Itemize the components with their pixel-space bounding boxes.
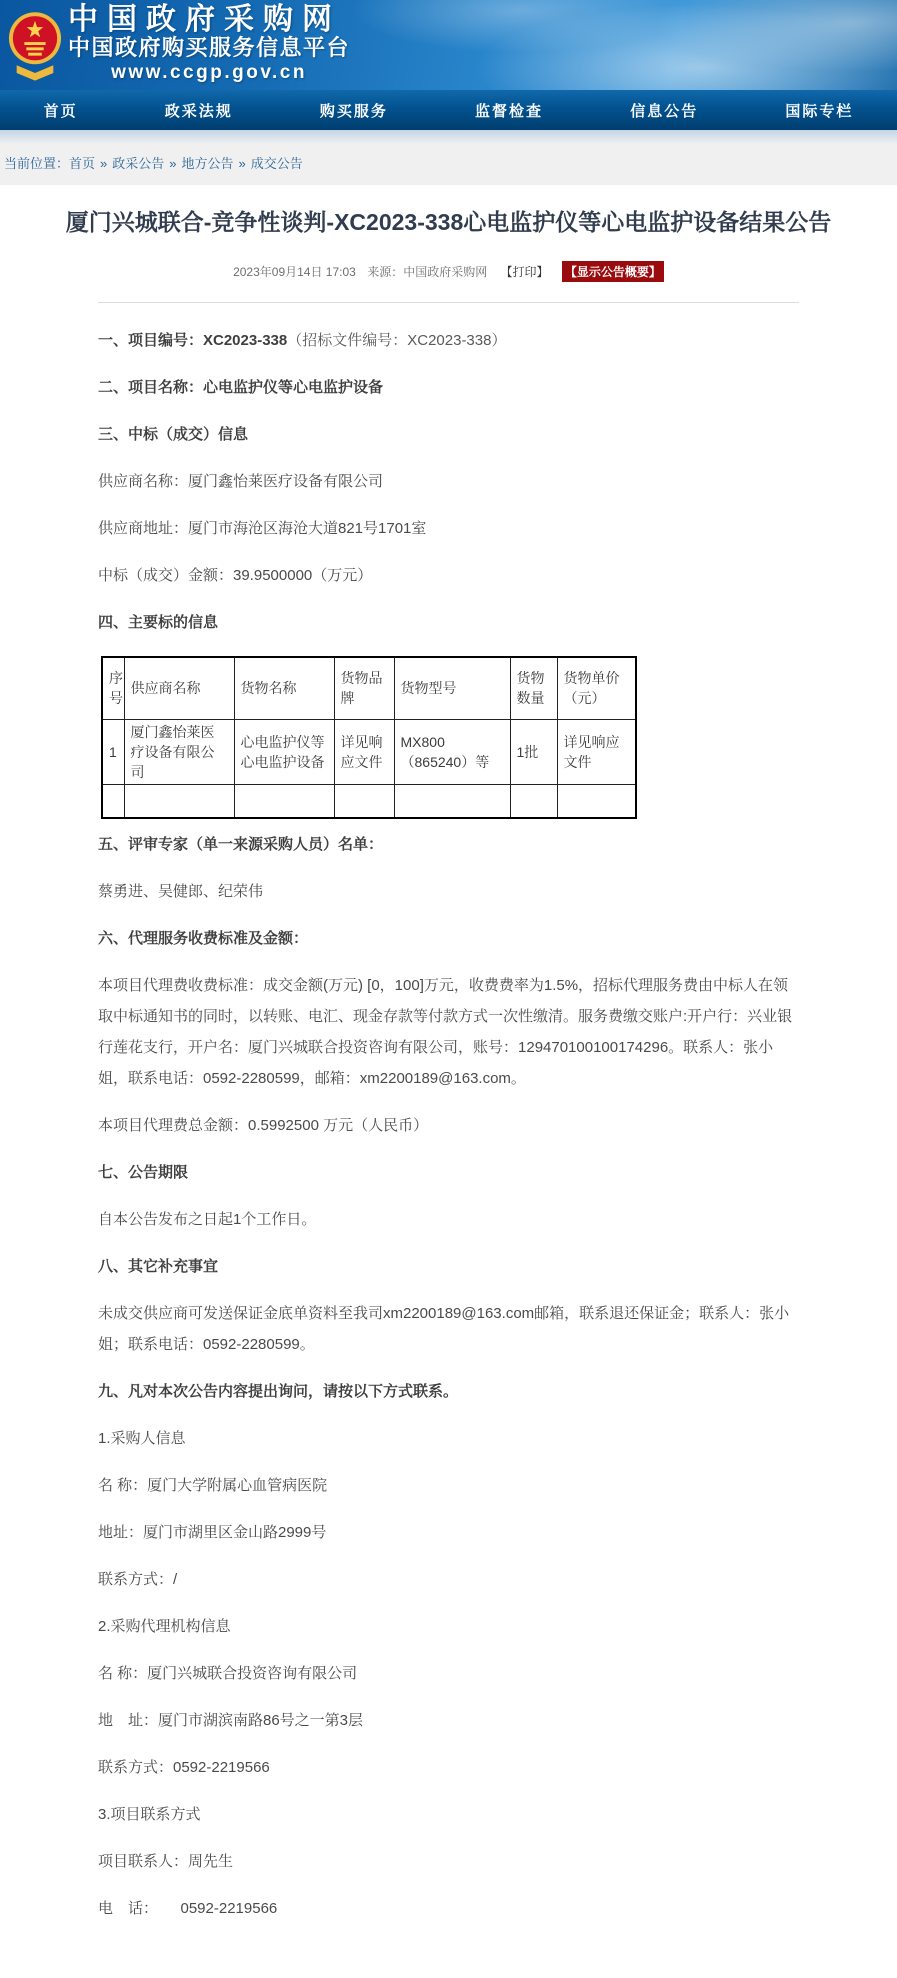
purchaser-contact: 联系方式：/ [98, 1571, 178, 1588]
empty-cell [234, 784, 334, 818]
nav-item-home[interactable]: 首页 [43, 102, 78, 120]
col-header-model: 货物型号 [394, 657, 510, 719]
cell-goods-name: 心电监护仪等心电监护设备 [234, 719, 334, 784]
breadcrumb-separator: » [238, 156, 246, 171]
section-inquiry-heading: 九、凡对本次公告内容提出询问，请按以下方式联系。 [98, 1383, 459, 1400]
nav-item-regulations[interactable]: 政采法规 [164, 102, 233, 120]
purchaser-heading: 1.采购人信息 [98, 1430, 186, 1447]
nav-item-purchase-services[interactable]: 购买服务 [319, 102, 388, 120]
section-fee-heading: 六、代理服务收费标准及金额： [98, 930, 309, 947]
nav-item-announcements[interactable]: 信息公告 [630, 102, 699, 120]
site-url: www.ccgp.gov.cn [111, 62, 307, 83]
section-project-name: 二、项目名称：心电监护仪等心电监护设备 [98, 379, 384, 396]
announcement-period: 自本公告发布之日起1个工作日。 [98, 1211, 317, 1228]
site-header [0, 0, 897, 90]
cell-quantity: 1批 [510, 719, 557, 784]
site-title: 中国政府采购网 [68, 3, 341, 36]
nav-fade-strip [0, 130, 897, 144]
purchaser-name: 名 称：厦门大学附属心血管病医院 [98, 1477, 328, 1494]
site-logo [0, 0, 897, 85]
award-items-table [101, 656, 637, 819]
national-emblem-icon [8, 5, 62, 85]
empty-cell [557, 784, 636, 818]
empty-cell [124, 784, 234, 818]
table-empty-row [102, 784, 636, 818]
nav-item-international[interactable]: 国际专栏 [785, 102, 854, 120]
fee-total: 本项目代理费总金额：0.5992500 万元（人民币） [98, 1117, 429, 1134]
breadcrumb-separator: » [169, 156, 177, 171]
print-button[interactable]: 【打印】 [500, 265, 549, 279]
section-subject-heading: 四、主要标的信息 [98, 614, 219, 631]
supplier-address: 供应商地址：厦门市海沧区海沧大道821号1701室 [98, 520, 427, 537]
fee-detail: 本项目代理费收费标准：成交金额(万元) [0，100]万元，收费费率为1.5%，招标代理服务费由中标人在领取中标通知书的同时，以转账、电汇、现金存款等付款方式一次性缴清。服务费缴交账户:开户行：兴业银行莲花支行，开户名：厦门兴城联合投资咨询有限公司，账号：129470100100174296。联系人：张小姐，联系电话：0592-2280599，邮箱：xm2200189@163.com。 [98, 977, 793, 1087]
breadcrumb-link-home[interactable]: 首页 [69, 156, 96, 171]
breadcrumb-link-award-notices[interactable]: 成交公告 [250, 156, 303, 171]
show-summary-button[interactable]: 【显示公告概要】 [562, 261, 664, 282]
agency-address: 地 址：厦门市湖滨南路86号之一第3层 [98, 1712, 364, 1729]
table-row [102, 719, 636, 784]
breadcrumb-link-local-notices[interactable]: 地方公告 [181, 156, 234, 171]
breadcrumb-label: 当前位置： [4, 156, 70, 171]
breadcrumb [0, 144, 897, 185]
col-header-brand: 货物品牌 [334, 657, 394, 719]
agency-contact: 联系方式：0592-2219566 [98, 1759, 270, 1776]
col-header-goods-name: 货物名称 [234, 657, 334, 719]
section-project-number [98, 317, 799, 364]
col-header-quantity: 货物数量 [510, 657, 557, 719]
announcement-article [0, 207, 897, 1956]
supplier-name: 供应商名称：厦门鑫怡莱医疗设备有限公司 [98, 473, 384, 490]
cell-seq: 1 [102, 719, 124, 784]
col-header-supplier: 供应商名称 [124, 657, 234, 719]
publish-datetime: 2023年09月14日 17:03 [233, 265, 356, 279]
main-nav [0, 90, 897, 130]
project-number-strong: 一、项目编号：XC2023-338 [98, 332, 288, 349]
col-header-seq: 序号 [102, 657, 124, 719]
empty-cell [102, 784, 124, 818]
article-source: 来源：中国政府采购网 [367, 265, 488, 279]
empty-cell [510, 784, 557, 818]
article-body [98, 303, 799, 1932]
project-contact-phone: 电 话： 0592-2219566 [98, 1900, 278, 1917]
cell-unit-price: 详见响应文件 [557, 719, 636, 784]
breadcrumb-link-procurement-notices[interactable]: 政采公告 [112, 156, 165, 171]
agency-name: 名 称：厦门兴城联合投资咨询有限公司 [98, 1665, 358, 1682]
award-amount: 中标（成交）金额：39.9500000（万元） [98, 567, 373, 584]
empty-cell [334, 784, 394, 818]
purchaser-address: 地址：厦门市湖里区金山路2999号 [98, 1524, 327, 1541]
nav-item-supervision[interactable]: 监督检查 [475, 102, 544, 120]
project-number-note: （招标文件编号：XC2023-338） [287, 332, 507, 349]
empty-cell [394, 784, 510, 818]
section-experts-heading: 五、评审专家（单一来源采购人员）名单： [98, 836, 384, 853]
agency-heading: 2.采购代理机构信息 [98, 1618, 231, 1635]
other-detail: 未成交供应商可发送保证金底单资料至我司xm2200189@163.com邮箱，联系退还保证金；联系人：张小姐；联系电话：0592-2280599。 [98, 1305, 790, 1353]
section-other-heading: 八、其它补充事宜 [98, 1258, 219, 1275]
section-period-heading: 七、公告期限 [98, 1164, 189, 1181]
experts-names: 蔡勇进、吴健郎、纪荣伟 [98, 883, 264, 900]
breadcrumb-separator: » [100, 156, 108, 171]
cell-brand: 详见响应文件 [334, 719, 394, 784]
cell-supplier: 厦门鑫怡莱医疗设备有限公司 [124, 719, 234, 784]
project-contact-person: 项目联系人：周先生 [98, 1853, 234, 1870]
cell-model: MX800（865240）等 [394, 719, 510, 784]
article-meta [0, 261, 897, 282]
page-title: 厦门兴城联合-竞争性谈判-XC2023-338心电监护仪等心电监护设备结果公告 [65, 209, 832, 235]
col-header-unit-price: 货物单价（元） [557, 657, 636, 719]
project-contact-heading: 3.项目联系方式 [98, 1806, 201, 1823]
site-subtitle: 中国政府购买服务信息平台 [68, 35, 351, 60]
section-award-heading: 三、中标（成交）信息 [98, 426, 249, 443]
